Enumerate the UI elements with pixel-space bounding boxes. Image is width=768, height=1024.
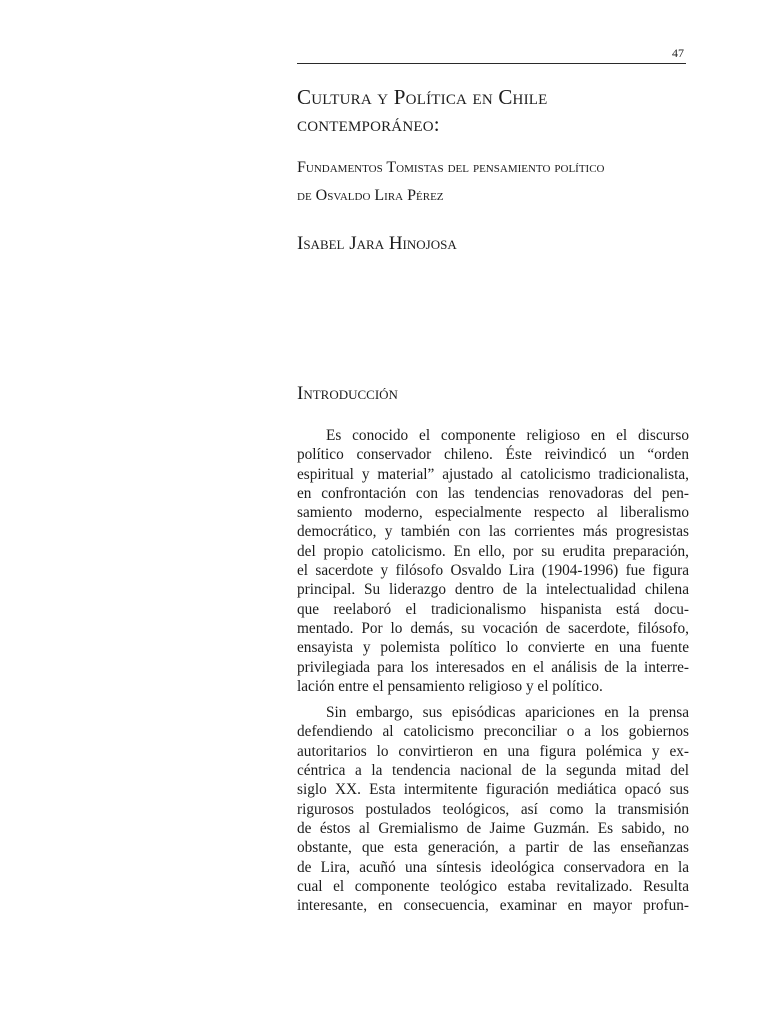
- text-line: samiento moderno, especialmente respecto al liberalismo: [297, 504, 689, 522]
- text-line: céntrica a la tendencia nacional de la segunda mitad del: [297, 762, 689, 780]
- text-line: siglo XX. Esta intermitente figuración mediática opacó sus: [297, 781, 689, 799]
- text-line: autoritarios lo convirtieron en una figura polémica y ex-: [297, 742, 689, 760]
- text-line: Es conocido el componente religioso en el discurso: [326, 427, 689, 444]
- text-line: lación entre el pensamiento religioso y el político.: [297, 677, 603, 695]
- article-title-line: Cultura y Política en Chile: [297, 85, 548, 109]
- text-line: cual el componente teológico estaba revitalizado. Resulta: [297, 877, 689, 895]
- author-name: Isabel Jara Hinojosa: [297, 233, 457, 254]
- text-line: en confrontación con las tendencias renovadoras del pen-: [297, 484, 689, 502]
- text-line: principal. Su liderazgo dentro de la intelectualidad chilena: [297, 581, 689, 599]
- paragraph: [297, 703, 689, 915]
- paragraph-gap: [297, 696, 689, 703]
- text-line: político conservador chileno. Éste reivindicó un “orden: [297, 446, 689, 464]
- article-title-line: contemporáneo:: [297, 112, 440, 136]
- text-line: el sacerdote y filósofo Osvaldo Lira (1904-1996) fue figura: [297, 562, 689, 580]
- section-heading: Introducción: [297, 383, 398, 404]
- header-rule: [297, 63, 686, 64]
- text-line: espiritual y material” ajustado al catolicismo tradicionalista,: [297, 465, 689, 483]
- text-line: que reelaboró el tradicionalismo hispanista está docu-: [297, 600, 689, 618]
- text-line: rigurosos postulados teológicos, así como la transmisión: [297, 800, 689, 818]
- article-subtitle: [297, 154, 697, 210]
- article-subtitle-line: Fundamentos Tomistas del pensamiento político: [297, 159, 605, 176]
- article-title: [297, 84, 697, 138]
- page-number: 47: [672, 46, 684, 60]
- text-line: mentado. Por lo demás, su vocación de sacerdote, filósofo,: [297, 619, 689, 637]
- text-line: democrático, y también con las corrientes más progresistas: [297, 523, 689, 541]
- text-line: de éstos al Gremialismo de Jaime Guzmán. Es sabido, no: [297, 819, 689, 837]
- text-line: privilegiada para los interesados en el análisis de la interre-: [297, 658, 689, 676]
- body-text: [297, 426, 689, 915]
- paragraph: [297, 426, 689, 696]
- text-line: de Lira, acuñó una síntesis ideológica conservadora en la: [297, 858, 689, 876]
- text-line: del propio catolicismo. En ello, por su erudita preparación,: [297, 542, 689, 560]
- text-line: interesante, en consecuencia, examinar en mayor profun-: [297, 897, 689, 915]
- text-line: defendiendo al catolicismo preconciliar o a los gobiernos: [297, 723, 689, 741]
- text-line: ensayista y polemista político lo convierte en una fuente: [297, 639, 689, 657]
- article-subtitle-line: de Osvaldo Lira Pérez: [297, 187, 444, 204]
- text-line: Sin embargo, sus episódicas apariciones en la prensa: [326, 704, 689, 722]
- text-line: obstante, que esta generación, a partir de las enseñanzas: [297, 839, 689, 857]
